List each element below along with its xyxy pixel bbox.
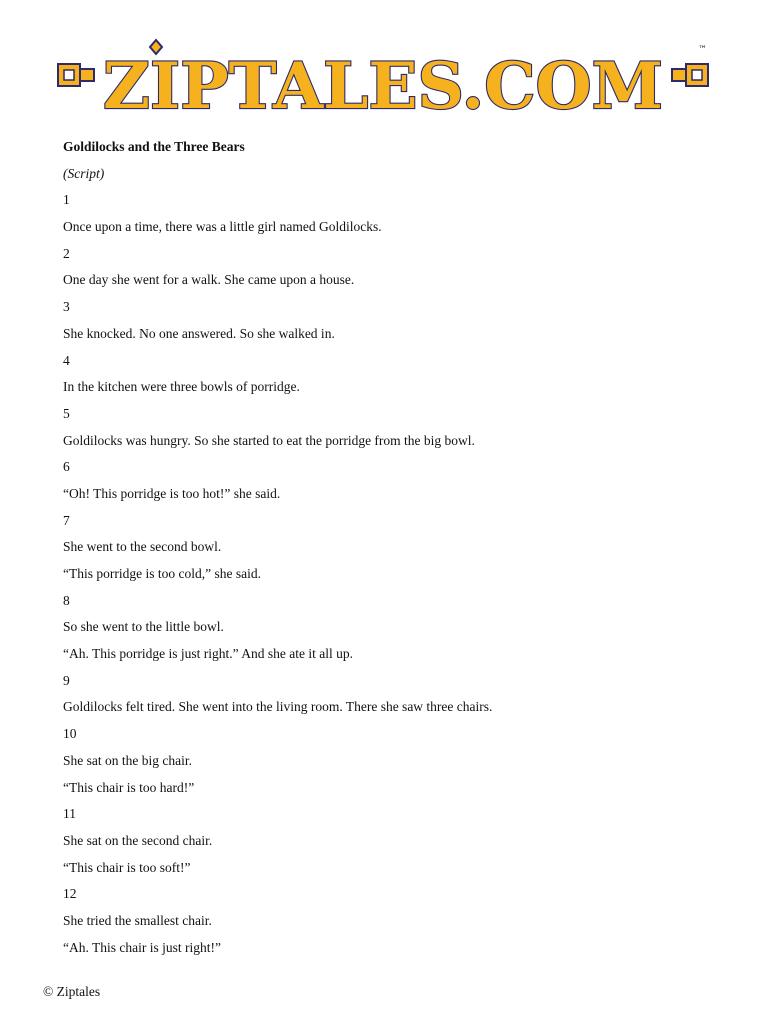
logo-right-ornament [672, 64, 708, 86]
script-line: “Ah. This chair is just right!” [63, 939, 221, 955]
script-line: So she went to the little bowl. [63, 619, 224, 635]
script-line: Once upon a time, there was a little girl named Goldilocks. [63, 219, 382, 235]
page-number: 2 [63, 245, 70, 261]
page-number: 9 [63, 672, 70, 688]
document-subtitle: (Script) [63, 165, 105, 181]
page-number: 1 [63, 192, 70, 208]
page-number: 7 [63, 512, 70, 528]
script-line: “This porridge is too cold,” she said. [63, 566, 261, 581]
script-line: “Ah. This porridge is just right.” And she ate it all up. [63, 646, 353, 662]
trademark-symbol: ™ [698, 45, 707, 55]
script-line: “This chair is too soft!” [63, 859, 191, 875]
script-line: She went to the second bowl. [63, 539, 222, 555]
page-number: 4 [63, 352, 70, 368]
logo-left-ornament [58, 64, 94, 86]
page-number: 10 [63, 726, 77, 742]
script-line: Goldilocks was hungry. So she started to eat the porridge from the big bowl. [63, 432, 475, 448]
page-number: 6 [63, 459, 70, 475]
ziptales-logo-graphic [56, 36, 716, 116]
script-line: “This chair is too hard!” [63, 779, 195, 795]
page-number: 12 [63, 886, 77, 902]
script-line: One day she went for a walk. She came upon a house. [63, 272, 355, 288]
document-body [63, 137, 743, 958]
logo-text: ZIPTALES.COM [103, 49, 663, 116]
page-number: 8 [63, 592, 70, 608]
script-line: In the kitchen were three bowls of porridge. [63, 379, 300, 395]
page-number: 5 [63, 405, 70, 421]
script-line: She tried the smallest chair. [63, 912, 212, 928]
script-lines [63, 190, 743, 957]
script-line: “Oh! This porridge is too hot!” she said. [63, 485, 281, 501]
script-line: She knocked. No one answered. So she walked in. [63, 325, 335, 341]
page-number: 3 [63, 299, 70, 315]
ziptales-logo [56, 36, 716, 116]
script-line: She sat on the second chair. [63, 832, 213, 848]
script-line: Goldilocks felt tired. She went into the living room. There she saw three chairs. [63, 699, 493, 715]
script-line: She sat on the big chair. [63, 752, 192, 768]
document-title: Goldilocks and the Three Bears [63, 139, 245, 154]
page-number: 11 [63, 806, 76, 822]
copyright-footer: © Ziptales [43, 984, 101, 999]
